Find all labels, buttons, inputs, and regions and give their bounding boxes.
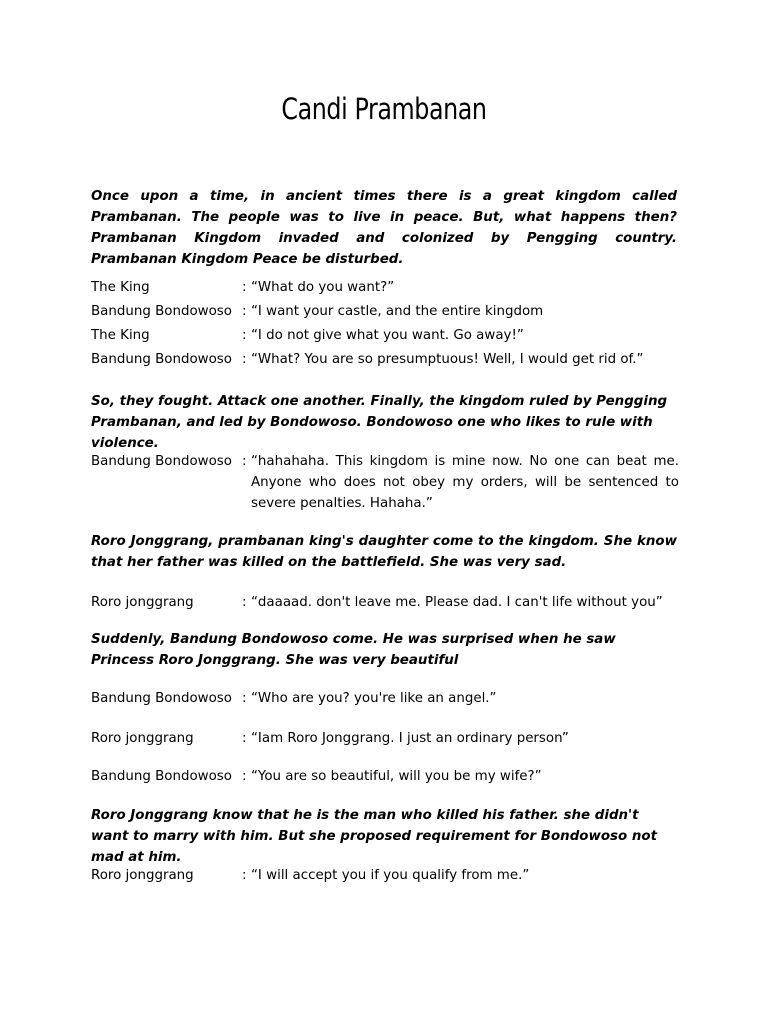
colon-separator: : — [242, 304, 247, 319]
colon-separator: : — [242, 691, 247, 706]
dialogue-text: “I will accept you if you qualify from me.” — [251, 868, 530, 883]
narration-paragraph: Roro Jonggrang know that he is the man who killed his father. she didn't want to marry with him. But she proposed requirement for Bondowoso not mad at him. — [91, 808, 658, 865]
colon-separator: : — [242, 731, 247, 746]
dialogue-line — [91, 592, 679, 613]
dialogue-line — [91, 349, 679, 370]
speaker-name: The King — [91, 280, 150, 295]
dialogue-text: “Iam Roro Jonggrang. I just an ordinary person” — [251, 731, 569, 746]
dialogue-text: “What? You are so presumptuous! Well, I would get rid of.” — [251, 352, 644, 367]
colon-separator: : — [242, 868, 247, 883]
colon-separator: : — [242, 352, 247, 367]
dialogue-text: “hahahaha. This kingdom is mine now. No one can beat me. Anyone who does not obey my orders, will be sentenced to severe penalties. Hahaha.” — [251, 454, 679, 511]
dialogue-line — [91, 728, 679, 749]
narration-paragraph: Once upon a time, in ancient times there is a great kingdom called Prambanan. The people was to live in peace. But, what happens then? Prambanan Kingdom invaded and colonized by Pengging country. Prambanan Kingdom Peace be disturbed. — [91, 189, 677, 267]
speaker-name: Roro jonggrang — [91, 731, 194, 746]
narration-paragraph: So, they fought. Attack one another. Finally, the kingdom ruled by Pengging Prambanan, and led by Bondowoso. Bondowoso one who likes to rule with violence. — [91, 394, 668, 451]
speaker-name: Bandung Bondowoso — [91, 769, 232, 784]
dialogue-text: “I do not give what you want. Go away!” — [251, 328, 524, 343]
dialogue-line — [91, 301, 679, 322]
colon-separator: : — [242, 328, 247, 343]
speaker-name: Bandung Bondowoso — [91, 304, 232, 319]
dialogue-line — [91, 865, 679, 886]
dialogue-line — [91, 688, 679, 709]
dialogue-line — [91, 766, 679, 787]
dialogue-line — [91, 277, 679, 298]
page-title: Candi Prambanan — [281, 92, 487, 126]
dialogue-text: “daaaad. don't leave me. Please dad. I can't life without you” — [251, 595, 663, 610]
speaker-name: Roro jonggrang — [91, 868, 194, 883]
dialogue-text: “What do you want?” — [251, 280, 395, 295]
colon-separator: : — [242, 769, 247, 784]
speaker-name: Bandung Bondowoso — [91, 454, 232, 469]
dialogue-line — [91, 325, 679, 346]
colon-separator: : — [242, 280, 247, 295]
narration-paragraph: Suddenly, Bandung Bondowoso come. He was surprised when he saw Princess Roro Jonggrang. She was very beautiful — [91, 632, 616, 668]
dialogue-line — [91, 451, 679, 514]
colon-separator: : — [242, 454, 247, 469]
speaker-name: Roro jonggrang — [91, 595, 194, 610]
speaker-name: Bandung Bondowoso — [91, 691, 232, 706]
speaker-name: The King — [91, 328, 150, 343]
dialogue-text: “Who are you? you're like an angel.” — [251, 691, 497, 706]
dialogue-text: “You are so beautiful, will you be my wife?” — [251, 769, 542, 784]
speaker-name: Bandung Bondowoso — [91, 352, 232, 367]
colon-separator: : — [242, 595, 247, 610]
dialogue-text: “I want your castle, and the entire kingdom — [251, 304, 544, 319]
narration-paragraph: Roro Jonggrang, prambanan king's daughter come to the kingdom. She know that her father was killed on the battlefield. She was very sad. — [91, 534, 677, 570]
